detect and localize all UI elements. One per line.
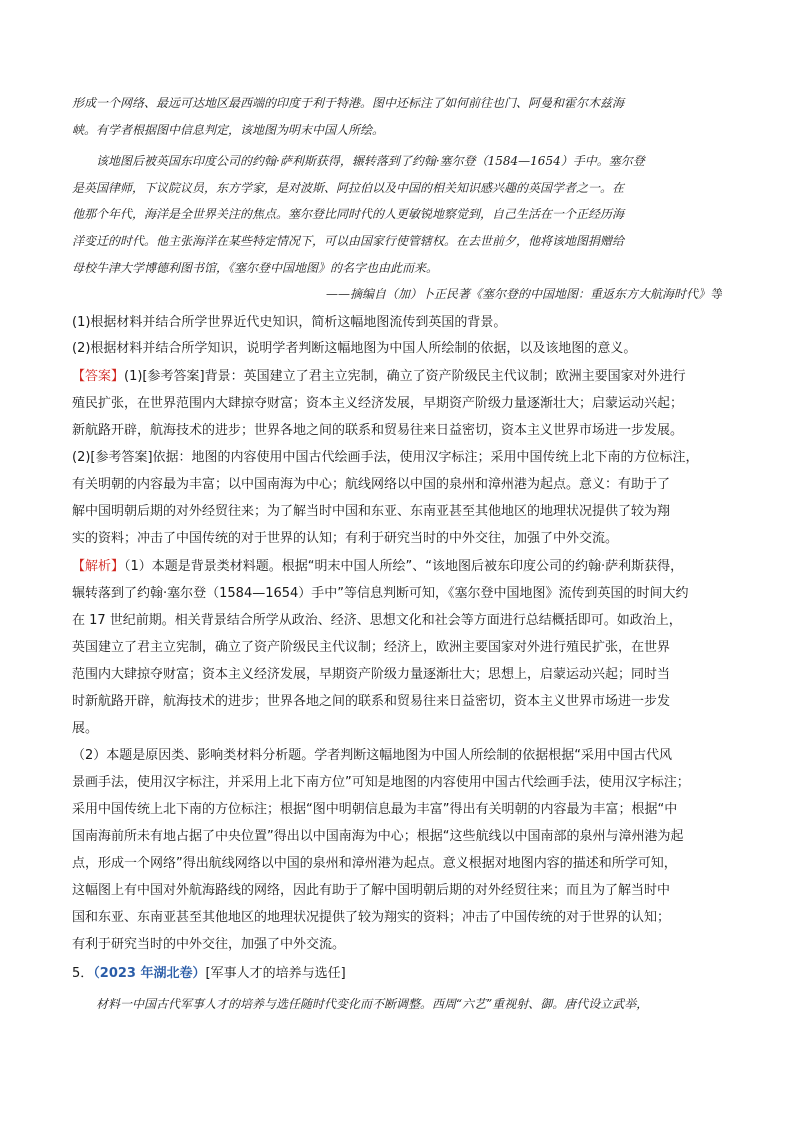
- analysis-line: 景画手法，使用汉字标注，并采用上北下南方位”可知是地图的内容使用中国古代绘画手法，使用汉字标注；: [72, 775, 690, 790]
- analysis-line: 这幅图上有中国对外航海路线的网络，因此有助于了解中国明朝后期的对外经贸往来；而且为了解当时中: [72, 883, 671, 898]
- analysis-line: 在 17 世纪前期。相关背景结合所学从政治、经济、思想文化和社会等方面进行总结概括即可。如政治上，: [72, 613, 682, 628]
- material-line: 形成一个网络、最远可达地区最西端的印度于利于特港。图中还标注了如何前往也门、阿曼和霍尔木兹海: [72, 96, 625, 110]
- analysis-line: 有利于研究当时的中外交往，加强了中外交流。: [72, 937, 346, 952]
- analysis-line: [72, 556, 722, 578]
- answer-line: 新航路开辟，航海技术的进步；世界各地之间的联系和贸易往来日益密切，资本主义世界市场进一步发展。: [72, 423, 684, 438]
- analysis-line: 辗转落到了约翰·塞尔登（1584—1654）手中”等信息判断可知，《塞尔登中国地图》流传到英国的时间大约: [72, 586, 689, 601]
- question-topic: [军事人才的培养与选任]: [205, 966, 346, 981]
- answer-text: (1)[参考答案]背景：英国建立了君主立宪制，确立了资产阶级民主代议制；欧洲主要国家对外进行: [124, 369, 686, 384]
- material-source: ——摘编自（加）卜正民著《塞尔登的中国地图：重返东方大航海时代》等: [325, 287, 722, 301]
- material-line: 是英国律师，下议院议员，东方学家，是对波斯、阿拉伯以及中国的相关知识感兴趣的英国学者之一。在: [72, 181, 625, 195]
- answer-line: 殖民扩张，在世界范围内大肆掠夺财富；资本主义经济发展，早期资产阶级力量逐渐壮大；启蒙运动兴起；: [72, 396, 684, 411]
- analysis-line: 国和东亚、东南亚甚至其他地区的地理状况提供了较为翔实的资料；冲击了中国传统的对于世界的认知；: [72, 910, 671, 925]
- answer-label: 【答案】: [72, 369, 125, 384]
- answer-line: [72, 366, 722, 388]
- analysis-line: 展。: [72, 721, 99, 736]
- material-line: 他那个年代，海洋是全世界关注的焦点。塞尔登比同时代的人更敏锐地察觉到，自己生活在一个正经历海: [72, 207, 625, 221]
- material-line: 该地图后被英国东印度公司的约翰·萨利斯获得，辗转落到了约翰·塞尔登（1584—1654）手中。塞尔登: [96, 154, 645, 168]
- question-2: (2)根据材料并结合所学知识，说明学者判断这幅地图为中国人所绘制的依据，以及该地图的意义。: [72, 341, 637, 356]
- question-number: 5．: [72, 966, 94, 981]
- analysis-line: 英国建立了君主立宪制，确立了资产阶级民主代议制；经济上，欧洲主要国家对外进行殖民扩张，在世界: [72, 640, 671, 655]
- analysis-line: 国南海前所未有地占据了中央位置”得出以中国南海为中心；根据“这些航线以中国南部的泉州与漳州港为起: [72, 829, 684, 844]
- question-1: (1)根据材料并结合所学世界近代史知识，简析这幅地图流传到英国的背景。: [72, 315, 507, 330]
- analysis-line: 点，形成一个网络”得出航线网络以中国的泉州和漳州港为起点。意义根据对地图内容的描述和所学可知，: [72, 856, 677, 871]
- answer-line: 实的资料；冲击了中国传统的对于世界的认知；有利于研究当时的中外交往，加强了中外交流。: [72, 531, 619, 546]
- analysis-line: 范围内大肆掠夺财富；资本主义经济发展，早期资产阶级力量逐渐壮大；思想上，启蒙运动兴起；同时当: [72, 667, 671, 682]
- exam-source-tag: （2023 年湖北卷）: [93, 966, 206, 981]
- analysis-line: 采用中国传统上北下南的方位标注；根据“图中明朝信息最为丰富”得出有关明朝的内容最为丰富；根据“中: [72, 802, 678, 817]
- analysis-label: 【解析】: [72, 559, 125, 574]
- answer-line: 有关明朝的内容最为丰富；以中国南海为中心；航线网络以中国的泉州和漳州港为起点。意义：有助于了: [72, 477, 671, 492]
- material-line: 峡。有学者根据图中信息判定，该地图为明末中国人所绘。: [72, 123, 385, 137]
- analysis-line: 时新航路开辟，航海技术的进步；世界各地之间的联系和贸易往来日益密切，资本主义世界市场进一步发: [72, 694, 671, 709]
- answer-line: (2)[参考答案]依据：地图的内容使用中国古代绘画手法，使用汉字标注；采用中国传统上北下南的方位标注，: [72, 450, 699, 465]
- analysis-line: （2）本题是原因类、影响类材料分析题。学者判断这幅地图为中国人所绘制的依据根据“采用中国古代风: [72, 748, 673, 763]
- next-material-line: 材料一中国古代军事人才的培养与选任随时代变化而不断调整。西周“六艺”重视射、御。唐代设立武举，: [96, 997, 649, 1011]
- question-5-heading: [72, 963, 722, 985]
- material-line: 母校牛津大学博德利图书馆，《塞尔登中国地图》的名字也由此而来。: [72, 261, 439, 275]
- analysis-text: （1）本题是背景类材料题。根据“明末中国人所绘”、“该地图后被东印度公司的约翰·萨利斯获得，: [124, 559, 684, 574]
- answer-line: 解中国明朝后期的对外经贸往来；为了解当时中国和东亚、东南亚甚至其他地区的地理状况提供了较为翔: [72, 504, 671, 519]
- material-line: 洋变迁的时代。他主张海洋在某些特定情况下，可以由国家行使管辖权。在去世前夕，他将该地图捐赠给: [72, 234, 625, 248]
